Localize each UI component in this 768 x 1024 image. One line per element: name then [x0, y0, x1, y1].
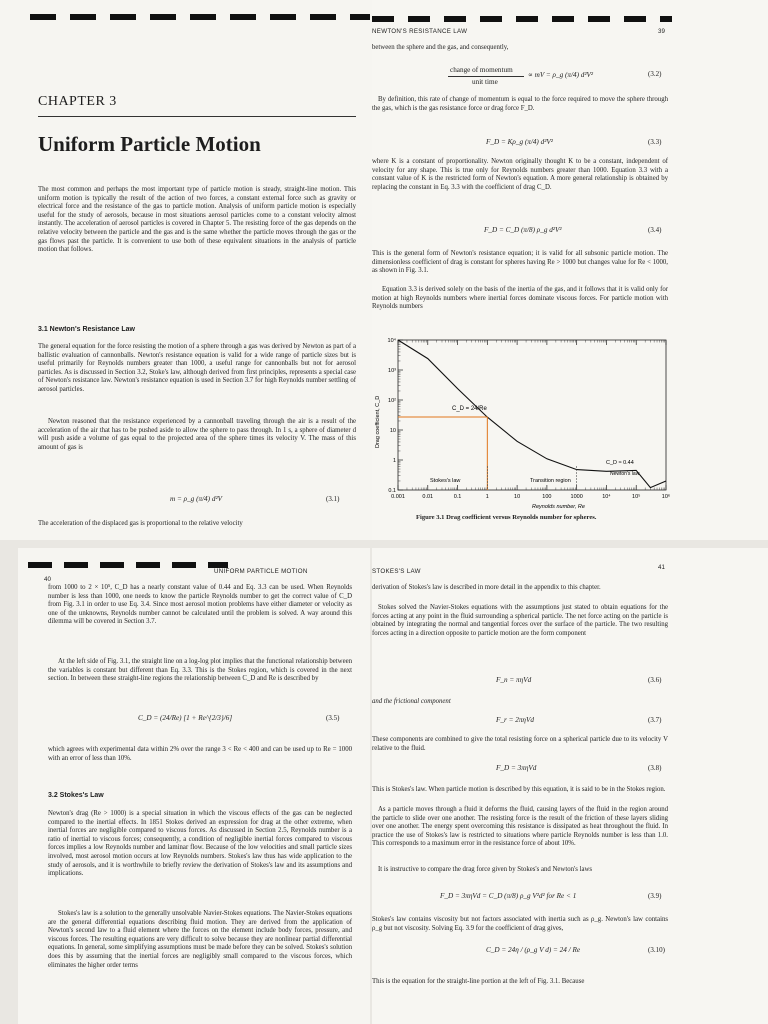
section-heading: 3.2 Stokes's Law: [48, 792, 104, 799]
equation: C_D = (24/Re) [1 + Re^{2/3}/6]: [138, 714, 233, 722]
y-tick-label: 10²: [388, 398, 396, 404]
body-paragraph: This is the equation for the straight-line portion at the left of Fig. 3.1. Because: [372, 978, 585, 985]
body-paragraph: Equation 3.3 is derived solely on the basis of the inertia of the gas, and it follows that it is valid only for motion at high Reynolds numbers where inertial forces dominate viscous forces. For particle motion with Reynolds numbers: [372, 286, 668, 311]
x-axis-label: Reynolds number, Re: [532, 504, 585, 510]
body-paragraph: and the frictional component: [372, 698, 451, 705]
equation: F_D = 3πηVd: [496, 764, 537, 772]
body-paragraph: As a particle moves through a fluid it deforms the fluid, causing layers of the fluid in the region around the particle to slide over one another. The resisting force is the result of the friction of these layers sliding over one another. The energy spent overcoming this resistance is dissipated as heat throughout the fluid. In practice the use of Stokes's law is restricted to situations where particle Reynolds number is less than 1.0. This corresponds to a maximum error in the resistance force of about 10%.: [372, 806, 668, 848]
drag-coefficient-chart: [372, 332, 672, 512]
equation-number: (3.8): [648, 764, 662, 772]
section-heading: 3.1 Newton's Resistance Law: [38, 326, 135, 333]
equation-number: (3.10): [648, 946, 665, 954]
y-tick-label: 10³: [388, 368, 396, 374]
page-edge-marks: [30, 14, 370, 20]
body-paragraph: This is the general form of Newton's resistance equation; it is valid for all subsonic particle motion. The dimensionless coefficient of drag is constant for spheres having Re > 1000 but changes value for Re < 1000, as shown in Fig. 3.1.: [372, 250, 668, 275]
equation: F_r = 2πηVd: [496, 716, 534, 724]
body-paragraph: Stokes's law contains viscosity but not factors associated with inertia such as ρ_g. Newton's law contains ρ_g but not viscosity. Solving Eq. 3.9 for the coefficient of drag gives,: [372, 916, 668, 932]
equation: C_D = 24η / (ρ_g V d) = 24 / Re: [486, 946, 581, 954]
running-head: STOKES'S LAW: [372, 568, 421, 575]
running-head: UNIFORM PARTICLE MOTION: [214, 568, 308, 575]
body-paragraph: By definition, this rate of change of momentum is equal to the force required to move the sphere through the gas, which is the gas resistance force or drag force F_D.: [372, 96, 668, 112]
equation-number: (3.6): [648, 676, 662, 684]
x-tick-label: 0.001: [391, 494, 405, 500]
x-tick-label: 10⁴: [602, 494, 611, 500]
chapter-title: Uniform Particle Motion: [38, 132, 261, 156]
equation-number: (3.2): [648, 70, 662, 78]
body-paragraph: The acceleration of the displaced gas is proportional to the relative velocity: [38, 520, 243, 527]
body-paragraph: Newton's drag (Re > 1000) is a special situation in which the viscous effects of the gas can be neglected compared to the inertial effects. In 1851 Stokes derived an expression for drag at the other extreme, when inertial forces are negligible compared to viscous forces. As discussed in Section 2.5, Reynolds number is a ratio of inertial to viscous forces; consequently, a condition of negligible inertial forces compared to viscous forces implies a low Reynolds number and laminar flow. Because of the low velocities and small particle sizes involved, most aerosol motion occurs at low Reynolds numbers. Stokes's law thus has wide application to the study of aerosols, and it is worthwhile to briefly review the derivation of Stokes's law and its assumptions and implications.: [48, 810, 352, 878]
body-paragraph: Stokes solved the Navier-Stokes equations with the assumptions just stated to obtain equations for the forces acting at any point in the fluid surrounding a spherical particle. The net force acting on the particle is obtained by integrating the normal and tangential forces over the surface of the particle. The two resulting forces acting in a direction opposite to particle motion are the form component: [372, 604, 668, 637]
fraction-bar: [448, 76, 524, 77]
figure-caption: Figure 3.1 Drag coefficient versus Reynolds number for spheres.: [416, 514, 597, 521]
page-edge-marks: [372, 16, 672, 22]
equation: F_D = Kρ_g (π/4) d²V²: [486, 138, 553, 146]
annotation-stokes-eq: C_D = 24/Re: [452, 406, 487, 412]
page-number: 41: [658, 564, 665, 571]
body-paragraph: These components are combined to give the total resisting force on a spherical particle due to its velocity V relative to the fluid.: [372, 736, 668, 752]
chapter-rule: [38, 116, 356, 117]
equation: m = ρ_g (π/4) d²V: [170, 495, 222, 503]
body-paragraph: derivation of Stokes's law is described in more detail in the appendix to this chapter.: [372, 584, 601, 591]
page-number: 40: [44, 576, 51, 583]
equation: F_n = πηVd: [496, 676, 532, 684]
bottom-left-page: [18, 548, 370, 1024]
body-paragraph: At the left side of Fig. 3.1, the straight line on a log-log plot implies that the functional relationship between the variables is constant but different than Eq. 3.3. This is the Stokes region, which is covered in the next section. In between these straight-line regions the relationship between C_D and Re is described by: [48, 658, 352, 683]
x-tick-label: 0.1: [453, 494, 462, 500]
body-paragraph: It is instructive to compare the drag force given by Stokes's and Newton's laws: [378, 866, 593, 873]
region-label-newton: Newton's law: [610, 471, 640, 477]
x-tick-label: 100: [542, 494, 552, 500]
y-tick-label: 10: [389, 428, 396, 434]
equation: F_D = 3πηVd = C_D (π/8) ρ_g V²d² for Re < 1: [440, 892, 577, 900]
equation-numerator: change of momentum: [450, 66, 513, 74]
top-left-page: [0, 0, 372, 540]
region-label-transition: Transition region: [530, 478, 571, 484]
y-tick-label: 0.1: [388, 488, 396, 494]
bottom-right-page: [372, 548, 768, 1024]
equation-number: (3.4): [648, 226, 662, 234]
x-tick-label: 1: [485, 494, 489, 500]
equation-denominator: unit time: [472, 78, 498, 86]
annotation-newtons-constant: C_D ≈ 0.44: [606, 460, 634, 466]
x-tick-label: 10⁶: [661, 494, 671, 500]
page-edge-marks: [28, 562, 228, 568]
body-paragraph: which agrees with experimental data within 2% over the range 3 < Re < 400 and can be used up to Re = 1000 with an error of less than 10%.: [48, 746, 352, 762]
equation-number: (3.7): [648, 716, 662, 724]
equation-number: (3.5): [326, 714, 340, 722]
x-tick-label: 1000: [570, 494, 583, 500]
intro-paragraph: The most common and perhaps the most important type of particle motion is steady, straight-line motion. This uniform motion is typically the result of the action of two forces, a constant external force such as gravity or electrical force and the resistance of the gas to particle motion. Analysis of uniform particle motion is especially useful for the study of aerosols, because in most situations aerosol particles come to a constant velocity almost instantly. The acceleration of aerosol particles is covered in Chapter 5. The resisting force of the gas depends on the relative velocity between the particle and the gas and is the same whether the particle moves through the gas or the gas flows past the particle. It is convenient to use both of these equivalent situations in the analysis of particle motion that follows.: [38, 186, 356, 254]
body-paragraph: between the sphere and the gas, and consequently,: [372, 44, 509, 51]
body-paragraph: where K is a constant of proportionality. Newton originally thought K to be a constant, independent of velocity for any shape. This is true only for Reynolds numbers greater than 1000. Equation 3.3 with a constant value of K is the restricted form of Newton's equation. A more general relationship is obtained by replacing the constant in Eq. 3.3 with the coefficient of drag C_D.: [372, 158, 668, 191]
equation-number: (3.9): [648, 892, 662, 900]
page-number: 39: [658, 28, 665, 35]
x-tick-label: 10⁵: [632, 494, 641, 500]
x-tick-label: 10: [514, 494, 521, 500]
y-axis-label: Drag coefficient, C_D: [375, 395, 381, 448]
body-paragraph: The general equation for the force resisting the motion of a sphere through a gas was derived by Newton as part of a ballistic evaluation of cannonballs. Newton's resistance equation is valid for a wide range of particle sizes but is useful primarily for Reynolds numbers greater than 1000, a useful range for cannonballs but not for aerosol particles. As is discussed in Section 3.2, Stoke's law, although derived from first principles, represents a special case of Newton's resistance law. Newton's resistance equation is used in Section 3.7 for high Reynolds number settling of aerosol particles.: [38, 343, 356, 393]
plot-frame: [398, 340, 666, 490]
equation: F_D = C_D (π/8) ρ_g d²V²: [484, 226, 562, 234]
body-paragraph: Stokes's law is a solution to the generally unsolvable Navier-Stokes equations. The Navier-Stokes equations are the general differential equations describing fluid motion. They are derived from the application of Newton's second law to a fluid element where the forces on the element include body forces, pressure, and viscous forces. The resulting equations are very difficult to solve because they are nonlinear partial differential equations. In general, some simplifying assumptions must be made before they can be solved. Stokes's solution does this by assuming that the inertial forces are negligibly small compared to the viscous forces, which eliminates the higher order terms: [48, 910, 352, 969]
equation-number: (3.3): [648, 138, 662, 146]
x-tick-label: 0.01: [422, 494, 434, 500]
equation: ∝ mV = ρ_g (π/4) d²V²: [528, 71, 594, 79]
running-head: NEWTON'S RESISTANCE LAW: [372, 28, 468, 35]
region-label-stokes: Stokes's law: [430, 478, 461, 484]
y-tick-label: 10⁴: [387, 338, 396, 344]
equation-number: (3.1): [326, 495, 340, 503]
chapter-label: CHAPTER 3: [38, 94, 117, 109]
top-right-page: [372, 0, 768, 540]
body-paragraph: Newton reasoned that the resistance experienced by a cannonball traveling through the air is a result of the acceleration of the air that has to be pushed aside to allow the sphere to pass through. In 1 s, a sphere of diameter d will push aside a volume of gas equal to the projected area of the sphere times its velocity V. The mass of this amount of gas is: [38, 418, 356, 451]
body-paragraph: from 1000 to 2 × 10⁵, C_D has a nearly constant value of 0.44 and Eq. 3.3 can be used. When Reynolds number is less than 1000, one needs to know the particle Reynolds number to get the correct value of C_D from Fig. 3.1 in order to use Eq. 3.4. Since most aerosol motion problems have either diameter or velocity as one of the unknowns, Reynolds number cannot be calculated until the problem is solved. A way around this dilemma will be covered in Section 3.7.: [48, 584, 352, 626]
body-paragraph: This is Stokes's law. When particle motion is described by this equation, it is said to be in the Stokes region.: [372, 786, 666, 793]
y-tick-label: 1: [392, 458, 396, 464]
